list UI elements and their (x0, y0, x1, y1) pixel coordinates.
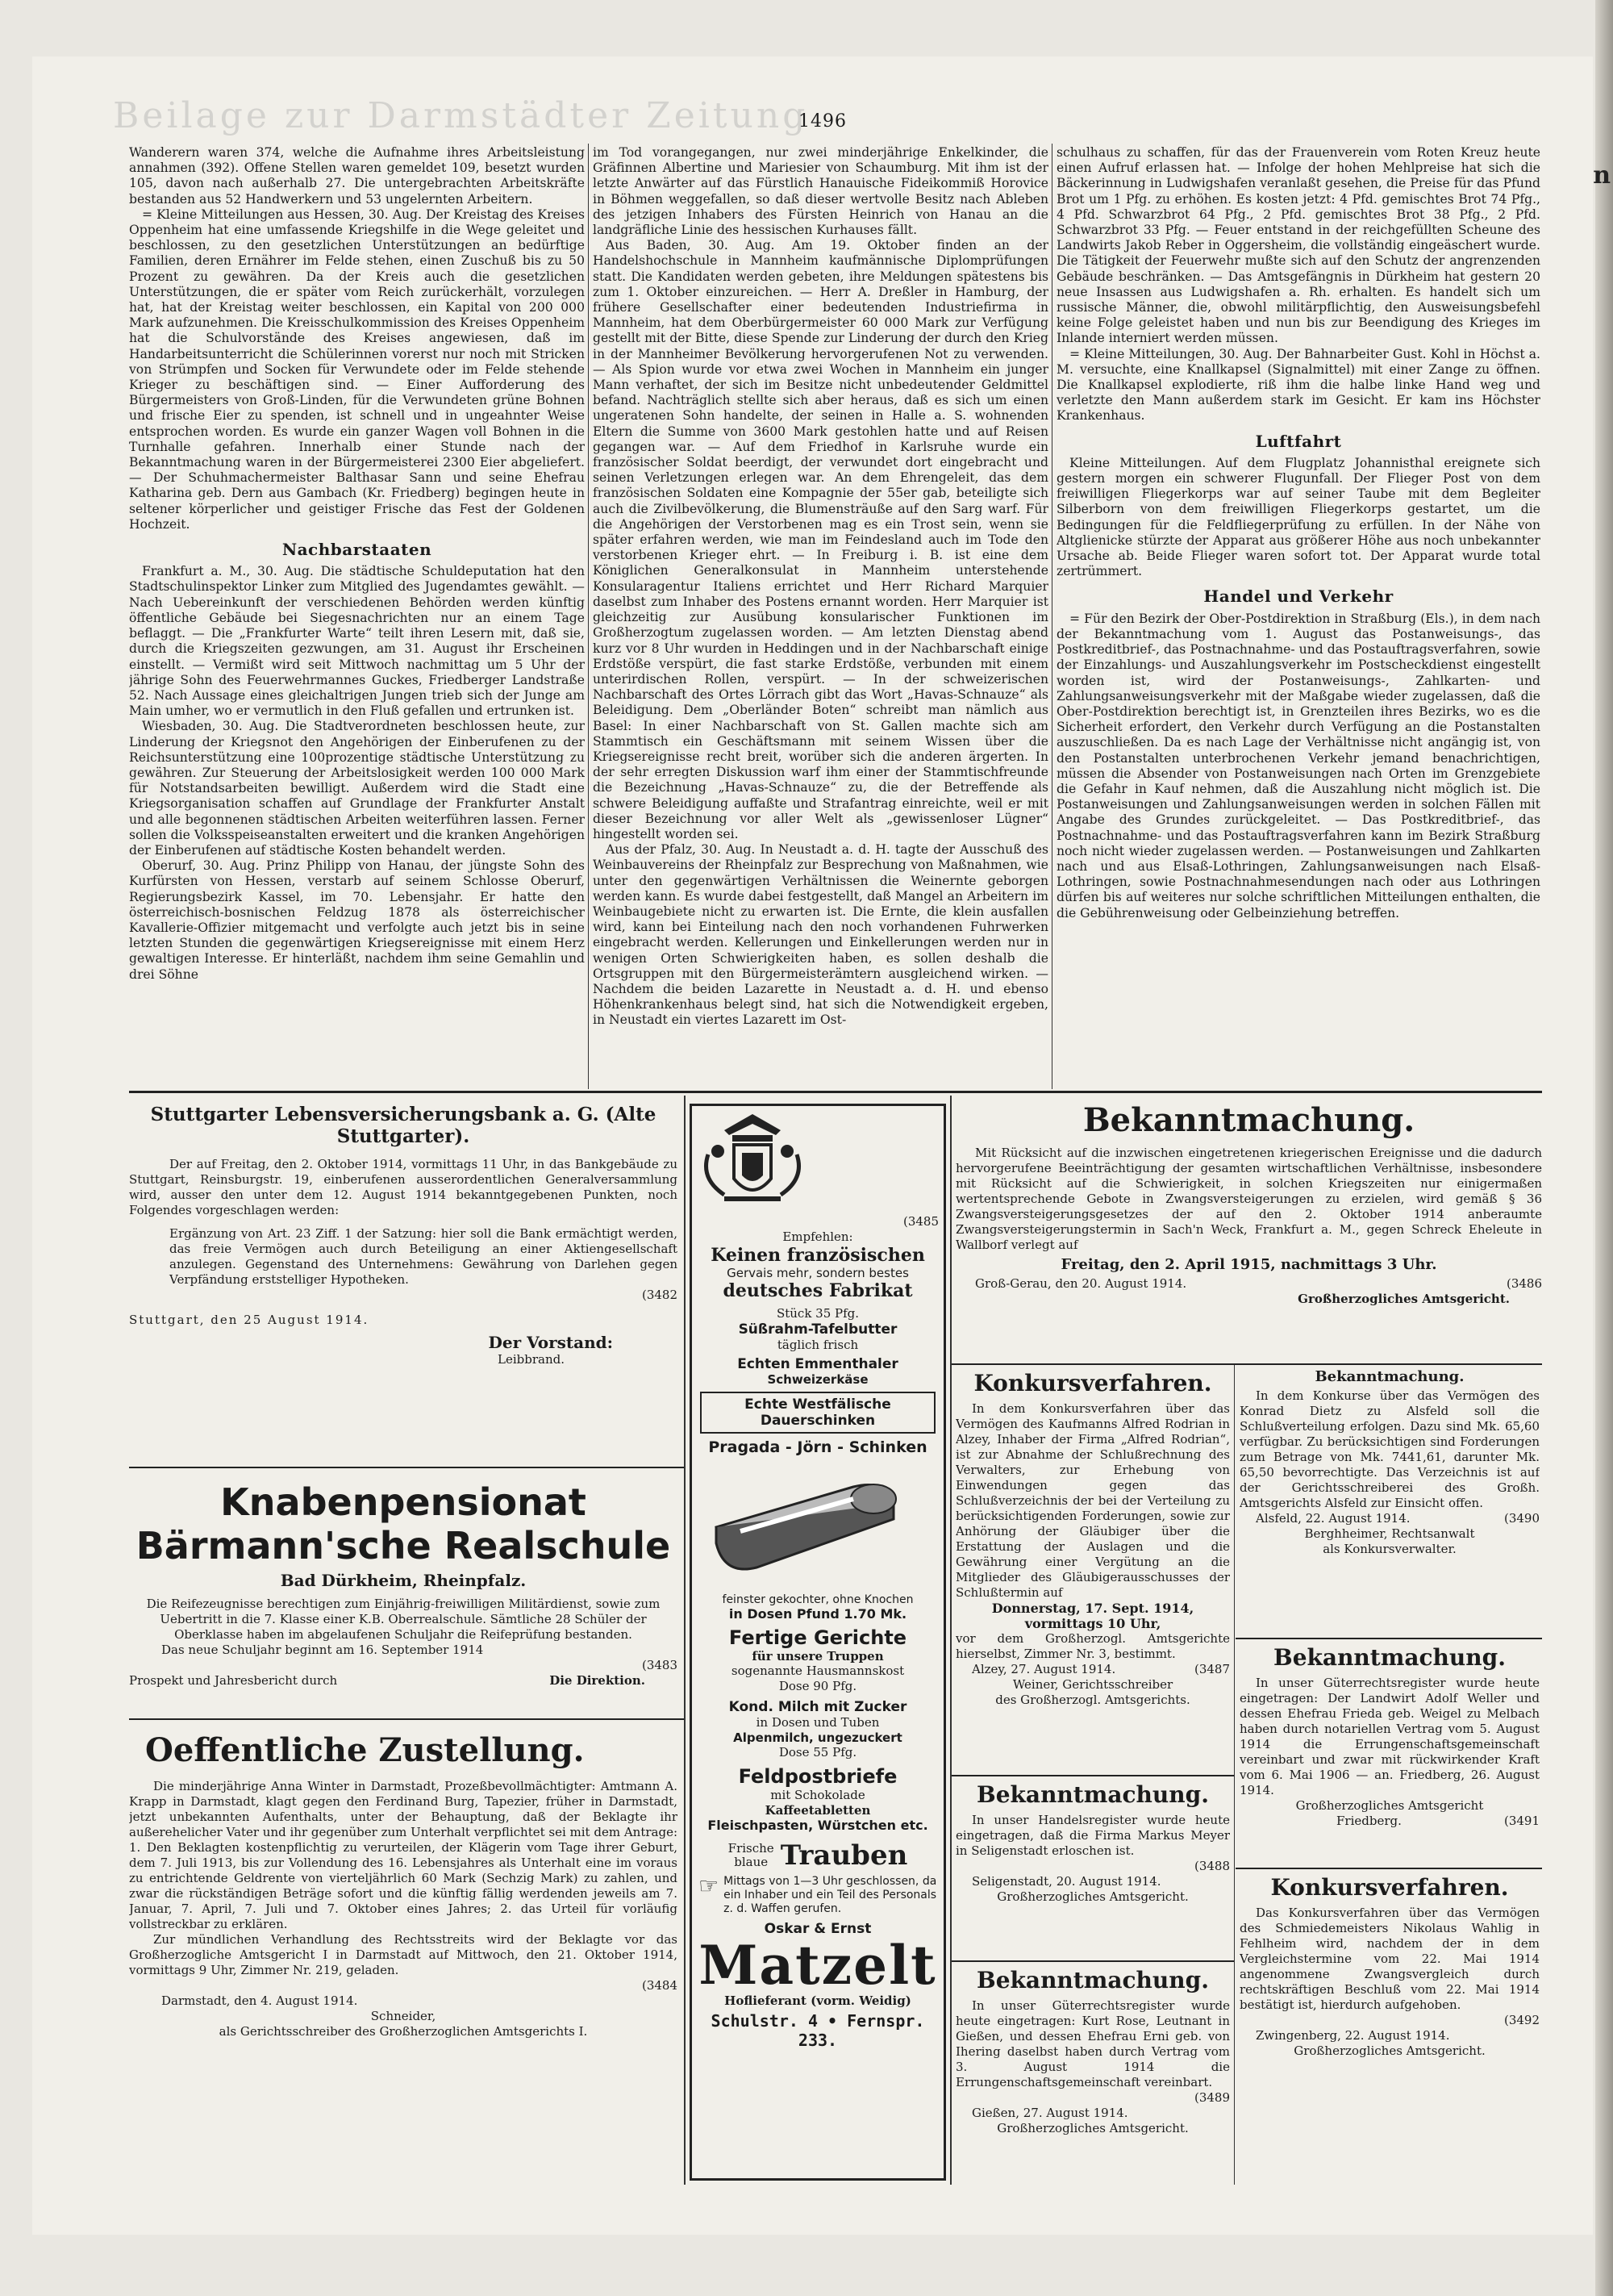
article-paragraph: Wanderern waren 374, welche die Aufnahme ihres Arbeitsleistung annahmen (392). Offene Stellen waren gemeldet 109, besetzt wurden 105, davon nach außerhalb 27. Die untergebrachten Arbeitskräfte bestanden aus 52 Handwerkern und 53 ungelernten Arbeitern. (129, 145, 585, 207)
ad-place: Alzey, 27. August 1914. (972, 1662, 1116, 1676)
article-paragraph: im Tod vorangegangen, nur zwei minderjährige Enkelkinder, die Gräfinnen Albertine und Mariesier von Schaumburg. Mit ihm ist der letzte Anwärter auf das Fürstlich Hanauische Fideikommiß Horovice in Böhmen weggefallen, so daß dieser wertvolle Besitz nach Ableben des jetzigen Inhabers des Fürsten Heinrich von Hanau an die landgräfliche Linie des hessischen Kurhauses fällt. (593, 145, 1048, 238)
ad-inner-box (700, 1392, 936, 1434)
ad-line: Stück 35 Pfg. (776, 1306, 860, 1321)
section-heading-luftfahrt: Luftfahrt (1255, 431, 1342, 451)
ad-signature: Leibbrand. (498, 1352, 565, 1367)
ad-line: für unsere Truppen (752, 1649, 884, 1664)
ad-line: in Dosen und Tuben (756, 1715, 880, 1730)
ad-reference: (3485 (902, 1214, 939, 1229)
ad-signature: Schneider, (370, 2009, 436, 2023)
article-paragraph: = Kleine Mitteilungen, 30. Aug. Der Bahnarbeiter Gust. Kohl in Höchst a. M. versuchte, eine Knallkapsel (Signalmittel) mit einer Zange zu öffnen. Die Knallkapsel explodierte, riß ihm die halbe linke Hand weg und verletzte den Mann außerdem stark im Gesicht. Er kam ins Höchster Krankenhaus. (1057, 346, 1540, 424)
ad-line: Frische (727, 1841, 774, 1856)
ad-date-line: Freitag, den 2. April 1915, nachmittags 3 Uhr. (1061, 1256, 1437, 1273)
coat-of-arms-icon (692, 1106, 813, 1211)
ad-signature: Weiner, Gerichtsschreiber (1012, 1677, 1173, 1692)
ad-title: Bekanntmachung. (1315, 1368, 1465, 1385)
ad-signature: als Gerichtsschreiber des Großherzoglichen Amtsgerichts I. (219, 2024, 588, 2039)
ad-title: Bekanntmachung. (1273, 1644, 1506, 1671)
ad-line: Schweizerkäse (767, 1372, 869, 1387)
ad-line: Keinen französischen (711, 1245, 925, 1266)
ad-bekanntmachung-1 (956, 1101, 1542, 1359)
ad-bekanntmachung-5 (1240, 1644, 1540, 1864)
column-rule-1 (588, 144, 589, 1089)
ad-reference: (3483 (641, 1658, 677, 1672)
ad-line: blaue (734, 1855, 769, 1869)
ad-signature: als Konkursverwalter. (1323, 1542, 1457, 1556)
ad-reference: (3491 (1503, 1814, 1540, 1828)
ad-date: Stuttgart, den 25 August 1914. (129, 1313, 369, 1327)
ad-title: Konkursverfahren. (973, 1370, 1212, 1396)
ad-line: Echten Emmenthaler (737, 1356, 898, 1372)
ad-line: Mittags von 1—3 Uhr geschlossen, da ein Inhaber und ein Teil des Personals z. d. Waffen gerufen. (723, 1875, 937, 1915)
ad-reference: (3490 (1503, 1511, 1540, 1526)
ad-brand: Matzelt (698, 1934, 937, 1997)
ad-bekanntmachung-3 (956, 1967, 1230, 2185)
ad-separator (952, 1363, 1542, 1365)
pointing-hand-icon: ☞ (698, 1872, 719, 1899)
ad-signature: Großherzogliches Amtsgericht. (997, 1889, 1189, 1904)
ad-line: sogenannte Hausmannskost (731, 1664, 905, 1678)
ad-line: Alpenmilch, ungezuckert (733, 1730, 902, 1745)
ad-line: Schulstr. 4 • Fernspr. 233. (711, 2011, 925, 2050)
ad-signature: Die Direktion. (549, 1673, 645, 1688)
ad-title: Konkursverfahren. (1270, 1874, 1509, 1901)
ad-rule-right (950, 1096, 952, 2185)
ad-body: Zur mündlichen Verhandlung des Rechtsstreits wird der Beklagte vor das Großherzogliche Amtsgericht I in Darmstadt auf Mittwoch, den 21. Oktober 1914, vormittags 9 Uhr, Zimmer Nr. 219, geladen. (129, 1932, 677, 1977)
ad-place: Bad Dürkheim, Rheinpfalz. (280, 1571, 527, 1590)
ad-title: Oeffentliche Zustellung. (145, 1731, 585, 1769)
ad-line: Dauerschinken (760, 1413, 876, 1429)
ad-body: Die minderjährige Anna Winter in Darmstadt, Prozeßbevollmächtigter: Amtmann A. Krapp in Darmstadt, klagt gegen den Ferdinand Burg, Tapezier, früher in Darmstadt, jetzt unbekannten Aufenthalts, unter der Behauptung, daß der Beklagte ihr außerehelicher Vater und ihr gegenüber zum Unterhalt verpflichtet sei mit dem Antrage: 1. Den Beklagten kostenpflichtig zu verurteilen, der Klägerin vom Tage ihrer Geburt, dem 7. Juli 1913, bis zur Vollendung des 16. Lebensjahres als Unterhalt eine im voraus zu entrichtende Geldrente von vierteljährlich 60 Mark (Sechzig Mark) zu zahlen, und zwar die rückständigen Beträge sofort und die künftig fällig werdenden jeweils am 7. Januar, 7. April, 7. Juli und 7. Oktober eines Jahres; 2. das Urteil für vorläufig vollstreckbar zu erklären. (129, 1779, 677, 1931)
ad-body: Mit Rücksicht auf die inzwischen eingetretenen kriegerischen Ereignisse und die dadurch hervorgerufene Beeinträchtigung der gesamten wirtschaftlichen Verhältnisse, insbesondere mit Rücksicht auf die Schwierigkeit, in solchen Kriegszeiten nur einigermaßen wertentsprechende Gebote in Zwangsversteigerungen zu erzielen, wird gemäß § 36 Zwangsversteigerungsgesetzes der auf den 2. Oktober 1914 anberaumte Zwangsversteigerungstermin in Sach'n Weck, Frankfurt a. M., gegen Schreck Eheleute in Wallborf verlegt auf (956, 1146, 1542, 1252)
ad-signature: Friedberg. (1336, 1814, 1402, 1828)
ad-line: mit Schokolade (770, 1788, 865, 1802)
tin-can-icon (692, 1463, 910, 1584)
article-paragraph: Oberurf, 30. Aug. Prinz Philipp von Hanau, der jüngste Sohn des Kurfürsten von Hessen, verstarb auf seinem Schlosse Oberurf, Regierungsbezirk Kassel, im 70. Lebensjahr. Er hatte den österreichisch-bosnischen Feldzug 1878 als österreichischer Kavallerie-Offizier mitgemacht und verfolgte auch jetzt bis in seine letzten Stunden die gegenwärtigen Kriegsereignisse mit einem Herz gewaltigen Interesse. Er hinterläßt, nachdem ihm seine Gemahlin und drei Söhne (129, 858, 585, 982)
article-paragraph: schulhaus zu schaffen, für das der Frauenverein vom Roten Kreuz heute einen Aufruf erlassen hat. — Infolge der hohen Mehlpreise hat sich die Bäckerinnung in Ludwigshafen veranlaßt gesehen, die Preise für das Pfund Brot um 1 Pfg. zu erhöhen. Es kosten jetzt: 4 Pfd. gemischtes Brot 74 Pfg., 4 Pfd. Schwarzbrot 64 Pfg., 2 Pfd. gemischtes Brot 38 Pfg., 2 Pfd. Schwarzbrot 33 Pfg. — Feuer entstand in der reichgefüllten Scheune des Landwirts Jakob Reber in Oggersheim, die vollständig eingeäschert wurde. Die Tätigkeit der Feuerwehr mußte sich auf den Schutz der angrenzenden Gebäude beschränken. — Das Amtsgefängnis in Dürkheim hat gestern 20 neue Insassen aus Ludwigshafen a. Rh. erhalten. Es handelt sich um russische Männer, die, obwohl militärpflichtig, den Ausweisungsbefehl keine Folge geleistet haben und nun bis zur Beendigung des Krieges im Inlande interniert werden müssen. (1057, 145, 1540, 346)
ad-reference: (3487 (1194, 1662, 1230, 1676)
ad-line: deutsches Fabrikat (723, 1280, 913, 1301)
ad-signature: Großherzogliches Amtsgericht (1295, 1798, 1484, 1813)
ad-body: Ergänzung von Art. 23 Ziff. 1 der Satzung: hier soll die Bank ermächtigt werden, das freie Vermögen auch durch Beteiligung an einer Aktiengesellschaft anzulegen. Gegenstand des Unternehmens: Gewährung von Darlehen gegen Verpfändung erststelliger Hypotheken. (169, 1226, 677, 1287)
ad-body: Der auf Freitag, den 2. Oktober 1914, vormittags 11 Uhr, in das Bankgebäude zu Stuttgart, Reinsburgstr. 19, einberufenen ausserordentlichen Generalversammlung wird, ausser den unter dem 12. August 1914 bekanntgegebenen Punkten, noch Folgendes vorgeschlagen werden: (129, 1157, 677, 1217)
article-paragraph: Frankfurt a. M., 30. Aug. Die städtische Schuldeputation hat den Stadtschulinspektor Linker zum Mitglied des Jugendamtes gewählt. — Nach Uebereinkunft der verschiedenen Behörden werden künftig öffentliche Gebäude bei Siegesnachrichten nur an einem Tage beflaggt. — Die „Frankfurter Warte“ teilt ihren Lesern mit, daß sie, durch die Kriegszeiten gezwungen, am 31. August ihr Erscheinen einstellt. — Vermißt wird seit Mittwoch nachmittag um 5 Uhr der jährige Sohn des Feuerwehrmannes Guckes, Friedberger Landstraße 52. Nach Aussage eines gleichaltrigen Jungen trieb sich der Junge am Main umher, wo er vermutlich in den Fluß gefallen und ertrunken ist. (129, 564, 585, 719)
ad-line: Trauben (780, 1839, 908, 1872)
ad-separator (129, 1718, 684, 1720)
ad-bekanntmachung-4 (1240, 1368, 1540, 1634)
ad-separator (129, 1467, 684, 1468)
ad-separator (952, 1775, 1234, 1776)
ad-line: Empfehlen: (782, 1229, 853, 1244)
ad-reference: (3489 (1194, 2090, 1230, 2105)
ad-place: Seligenstadt, 20. August 1914. (972, 1874, 1161, 1889)
ad-separator (1236, 1638, 1542, 1639)
ad-trauben-row (692, 1839, 944, 1872)
ad-separator (1236, 1868, 1542, 1869)
ad-line: Süßrahm-Tafelbutter (738, 1321, 898, 1338)
ad-reference: (3482 (641, 1288, 677, 1302)
ad-line: täglich frisch (777, 1338, 859, 1352)
section-heading-nachbarstaaten: Nachbarstaaten (281, 540, 432, 560)
article-paragraph: = Für den Bezirk der Ober-Postdirektion in Straßburg (Els.), in dem nach der Bekanntmachung vom 1. August das Postanweisungs-, das Postkreditbrief-, das Postnachnahme- und das Postauftragsverfahren, sowie der Einzahlungs- und Auszahlungsverkehr im Postscheckdienst eingestellt worden ist, wird der Postanweisungs-, Zahlkarten- und Zahlungsanweisungsverkehr mit der Maßgabe wieder zugelassen, daß die Ober-Postdirektion berechtigt ist, in Grenzteilen ihres Bezirks, wo es die Sicherheit erfordert, den Verkehr durch Verfügung an die Postanstalten auszuschließen. Da es nach Lage der Verhältnisse nicht angängig ist, von den Postanstalten unterbrochenen Verkehr jemand benachrichtigen, müssen die Absender von Postanweisungen nach Orten im Grenzgebiete die Gefahr in Kauf nehmen, daß die Auszahlung nicht möglich ist. Die Postanweisungen und Zahlungsanweisungen werden in solchen Fällen mit Angabe des Grundes zurückgeleitet. — Das Postkreditbrief-, das Postnachnahme- und das Postauftragsverfahren kann im Bezirk Straßburg noch nicht wieder zugelassen werden. — Postanweisungen und Zahlkarten nach und aus Elsaß-Lothringen, Zahlungsanweisungen nach Elsaß-Lothringen, sowie Postnachnahmesendungen nach oder aus Lothringen dürfen bis auf weiteres nur solche schriftlichen Mitteilungen enthalten, die die Gebührenweisung oder Gelbeinziehung betreffen. (1057, 611, 1540, 920)
ads-divider (129, 1091, 1542, 1093)
ad-body: In unser Güterrechtsregister wurde heute eingetragen: Der Landwirt Adolf Weller und dessen Ehefrau Frieda geb. Weigel zu Melbach haben durch notariellen Vertrag vom 5. August 1914 die Errungenschaftsgemeinschaft vereinbart und zwar mit rückwirkender Kraft vom 6. Mai 1906 — an. Friedberg, 26. August 1914. (1240, 1676, 1540, 1797)
ad-body: Die Reifezeugnisse berechtigen zum Einjährig-freiwilligen Militärdienst, sowie zum Uebertritt in die 7. Klasse einer K.B. Oberrealschule. Sämtliche 28 Schüler der Oberklasse haben im abgelaufenen Schuljahr die Reifeprüfung bestanden. (146, 1597, 661, 1642)
ad-signature: des Großherzogl. Amtsgerichts. (995, 1693, 1190, 1707)
ad-line: Feldpostbriefe (738, 1765, 898, 1788)
ad-reference: (3484 (641, 1978, 677, 1993)
ad-title: Knabenpensionat (220, 1480, 586, 1524)
article-paragraph: Aus der Pfalz, 30. Aug. In Neustadt a. d. H. tagte der Ausschuß des Weinbauvereins der Rheinpfalz zur Besprechung von Maßnahmen, wie unter den gegenwärtigen Verhältnissen die Weinernte geborgen werden kann. Es wurde dabei festgestellt, daß Mangel an Arbeitern im Weinbaugebiete nicht zu erwarten ist. Die Ernte, die klein ausfallen wird, kann bei Einteilung nach den noch vorhandenen Fuhrwerken eingebracht werden. Kellerungen und Einkellerungen werden nur in wenigen Orten Schwierigkeiten haben, es sollen deshalb die Ortsgruppen mit den Bürgermeisterämtern ausgleichend wirken. — Nachdem die beiden Lazarette in Neustadt a. d. H. und ebenso Höhenkrankenhaus belegt sind, hat sich die Notwendigkeit ergeben, in Neustadt ein viertes Lazarett im Ost- (593, 842, 1048, 1028)
article-column-1 (129, 145, 585, 1089)
ad-body: Das Konkursverfahren über das Vermögen des Schmiedemeisters Nikolaus Wahlig in Fehlheim wird, nachdem der in dem Vergleichstermine vom 22. Mai 1914 angenommene Zwangsvergleich durch rechtskräftigen Beschluß vom 22. Mai 1914 bestätigt ist, hierdurch aufgehoben. (1240, 1906, 1540, 2012)
ad-place: Zwingenberg, 22. August 1914. (1256, 2028, 1450, 2043)
edge-letter: n (1593, 161, 1611, 190)
ad-title: Stuttgarter Lebensversicherungsbank a. G. (Alte Stuttgarter). (150, 1104, 656, 1147)
ad-line: Fleischpasten, Würstchen etc. (707, 1818, 928, 1833)
ad-bekanntmachung-2 (956, 1781, 1230, 1957)
page-edge (1595, 0, 1613, 2296)
bleed-through-heading: Beilage zur Darmstädter Zeitung (113, 95, 809, 136)
ad-signature: Großherzogliches Amtsgericht. (1298, 1292, 1510, 1306)
ad-line: Gervais mehr, sondern bestes (727, 1266, 909, 1280)
article-paragraph: Kleine Mitteilungen. Auf dem Flugplatz Johannisthal ereignete sich gestern morgen ein schwerer Flugunfall. Der Flieger Post von dem freiwilligen Fliegerkorps war auf seiner Taube mit dem Begleiter Silberborn von dem freiwilligen Fliegerkorps gestartet, um die Bedingungen für die Feldfliegerprüfung zu erfüllen. In der Nähe von Altglienicke stürzte der Apparat aus größerer Höhe aus noch unbekannter Ursache ab. Beide Flieger waren sofort tot. Der Apparat wurde total zertrümmert. (1057, 455, 1540, 579)
ad-title: Bekanntmachung. (977, 1967, 1209, 1993)
ad-subtitle: Bärmann'sche Realschule (135, 1524, 671, 1568)
ad-body: In unser Güterrechtsregister wurde heute eingetragen: Kurt Rose, Leutnant in Gießen, und dessen Ehefrau Erni geb. von Ihering daselbst haben durch Vertrag vom 3. August 1914 die Errungenschaftsgemeinschaft vereinbart. (956, 1998, 1230, 2089)
ad-line: Kond. Milch mit Zucker (728, 1699, 907, 1715)
ad-place: Gießen, 27. August 1914. (972, 2106, 1128, 2120)
ad-reference: (3492 (1503, 2013, 1540, 2027)
ad-place: Groß-Gerau, den 20. August 1914. (975, 1276, 1187, 1291)
ad-line: Fertige Gerichte (728, 1626, 907, 1649)
page-number: 1496 (798, 111, 847, 131)
ad-body: In dem Konkurse über das Vermögen des Konrad Dietz zu Alsfeld soll die Schlußverteilung erfolgen. Dazu sind Mk. 65,60 verfügbar. Zu berücksichtigen sind Forderungen zum Betrage von Mk. 7441,61, darunter Mk. 65,50 bevorrechtigte. Das Verzeichnis ist auf der Gerichtsschreiberei des Großh. Amtsgerichts Alsfeld zur Einsicht offen. (1240, 1388, 1540, 1510)
article-column-2 (593, 145, 1048, 1089)
ad-signature: Großherzogliches Amtsgericht. (997, 2121, 1189, 2135)
ad-title: Bekanntmachung. (977, 1781, 1209, 1808)
ad-line: Dose 90 Pfg. (778, 1679, 857, 1693)
ad-date-line: Donnerstag, 17. Sept. 1914, vormittags 10 Uhr, (991, 1601, 1194, 1631)
ad-line: Echte Westfälische (744, 1396, 891, 1413)
ad-rule-left (684, 1096, 686, 2185)
ad-konkursverfahren-1 (956, 1370, 1230, 1770)
ad-line: Das neue Schuljahr beginnt am 16. September 1914 (161, 1643, 484, 1657)
ad-line: Dose 55 Pfg. (778, 1745, 857, 1760)
article-paragraph: Wiesbaden, 30. Aug. Die Stadtverordneten beschlossen heute, zur Linderung der Kriegsnot den Angehörigen der Einberufenen zu der Reichsunterstützung eine 100prozentige städtische Unterstützung zu gewähren. Zur Steuerung der Arbeitslosigkeit werden 100 000 Mark für Notstandsarbeiten bewilligt. Außerdem wird die Stadt eine Kriegsorganisation schaffen auf Grundlage der Frankfurter Anstalt und alle begonnenen städtischen Arbeiten weiterführen lassen. Ferner sollen die Volksspeiseanstalten erweitert und die kranken Angehörigen der Einberufenen auf städtische Kosten behandelt werden. (129, 719, 585, 858)
ad-line: feinster gekochter, ohne Knochen (722, 1593, 914, 1606)
ad-signature: Großherzogliches Amtsgericht. (1294, 2043, 1486, 2058)
ad-matzelt (690, 1104, 946, 2181)
section-heading-handel: Handel und Verkehr (1203, 587, 1394, 607)
ad-rule-inner (1234, 1363, 1235, 2185)
ad-body: In unser Handelsregister wurde heute eingetragen, daß die Firma Markus Meyer in Seligenstadt erloschen ist. (956, 1813, 1230, 1858)
ad-body: In dem Konkursverfahren über das Vermögen des Kaufmanns Alfred Rodrian in Alzey, Inhaber der Firma „Alfred Rodrian“, ist zur Abnahme der Schlußrechnung des Verwalters, zur Erhebung von Einwendungen gegen das Schlußverzeichnis der bei der Verteilung zu berücksichtigenden Forderungen, sowie zur Anhörung der Gläubiger über die Erstattung der Auslagen und die Gewährung einer Vergütung an die Mitglieder des Gläubigerausschusses der Schlußtermin auf (956, 1401, 1230, 1600)
ad-signature: Der Vorstand: (488, 1333, 613, 1352)
article-paragraph: = Kleine Mitteilungen aus Hessen, 30. Aug. Der Kreistag des Kreises Oppenheim hat eine umfassende Kriegshilfe in die Wege geleitet und beschlossen, zu den gesetzlichen Unterstützungen an bedürftige Familien, deren Ernährer im Felde stehen, einen Zuschuß bis zu 50 Prozent zu gewähren. Da der Kreis auch die gesetzlichen Unterstützungen, die er später vom Reich zurückerhält, vorzulegen hat, hat der Kreistag weiter beschlossen, ein Kapital von 200 000 Mark aufzunehmen. Die Kreisschulkommission des Kreises Oppenheim hat die Schulvorstände des Kreises angewiesen, daß im Handarbeitsunterricht die Schülerinnen vorerst nur noch mit Stricken von Strümpfen und Socken für Verwundete oder im Felde stehende Krieger zu beschäftigen sind. — Einer Aufforderung des Bürgermeisters von Groß-Linden, für die Verwundeten grüne Bohnen und frische Eier zu spenden, ist schnell und in ungeahnter Weise entsprochen worden. Es wurde ein ganzer Wagen voll Bohnen in die Turnhalle gefahren. Innerhalb einer Stunde nach der Bekanntmachung waren in der Bürgermeisterei 2300 Eier abgeliefert. — Der Schuhmachermeister Balthasar Sann und seine Ehefrau Katharina geb. Dern aus Gambach (Kr. Friedberg) begingen heute in seltener körperlicher und geistiger Frische das Fest der Goldenen Hochzeit. (129, 207, 585, 532)
ad-line: Hoflieferant (vorm. Weidig) (724, 1993, 911, 2008)
ad-oeffentliche-zustellung (129, 1726, 677, 2178)
ad-line: Prospekt und Jahresbericht durch (129, 1673, 338, 1688)
ad-separator (952, 1960, 1234, 1962)
ad-date: Darmstadt, den 4. August 1914. (161, 1993, 358, 2008)
ad-line: Pragada - Jörn - Schinken (708, 1438, 927, 1456)
ad-title: Bekanntmachung. (1082, 1101, 1415, 1139)
ad-body: vor dem Großherzogl. Amtsgerichte hierselbst, Zimmer Nr. 3, bestimmt. (956, 1631, 1230, 1661)
ad-line: Kaffeetabletten (765, 1803, 871, 1818)
ad-signature: Berghheimer, Rechtsanwalt (1304, 1526, 1475, 1541)
ad-line: Oskar & Ernst (764, 1921, 872, 1937)
article-paragraph: Aus Baden, 30. Aug. Am 19. Oktober finden an der Handelshochschule in Mannheim kaufmännische Diplomprüfungen statt. Die Kandidaten werden gebeten, ihre Meldungen spätestens bis zum 1. Oktober einzureichen. — Herr A. Dreßler in Hamburg, der frühere Gesellschafter einer bedeutenden Industriefirma in Mannheim, hat dem Oberbürgermeister 60 000 Mark zur Verfügung gestellt mit der Bitte, diese Spende zur Linderung der durch den Krieg in der Mannheimer Bevölkerung hervorgerufenen Not zu verwenden. — Als Spion wurde vor etwa zwei Wochen in Mannheim ein junger Mann verhaftet, der sich im Besitze nicht unbedeutender Geldmittel befand. Nachträglich stellte sich aber heraus, daß es sich um einen ungeratenen Sohn handelte, der seinen in Halle a. S. wohnenden Eltern die Summe von 3600 Mark gestohlen hatte und auf Reisen gegangen war. — Auf dem Friedhof in Karlsruhe wurde ein französischer Soldat beerdigt, der verwundet dort eingebracht und seinen Verletzungen erlegen war. An dem Ehrengeleit, das dem französischen Soldaten eine Kompagnie der 55er gab, beteiligte sich auch die Zivilbevölkerung, die Blumensträuße auf den Sarg warf. Für die Angehörigen der Verstorbenen mag es ein Trost sein, wenn sie später erfahren werden, wie man im Feindesland auch im Tode den verstorbenen Krieger ehrt. — In Freiburg i. B. ist eine dem Königlichen Generalkonsulat in Mannheim unterstehende Konsularagentur Italiens errichtet und Herr Richard Marquier daselbst zum Inhaber des Postens ernannt worden. Herr Marquier ist gleichzeitig zur Ausübung konsularischer Funktionen im Großherzogtum zugelassen worden. — Am letzten Dienstag abend kurz vor 8 Uhr wurden in Heddingen und in der Nachbarschaft einige Erdstöße verspürt, die fast starke Erdstöße, verbunden mit einem unterirdischen Rollen, verspürt. — In der schweizerischen Nachbarschaft des Ortes Lörrach gibt das Wort „Havas-Schnauze“ als Beleidigung. Dem „Oberländer Boten“ schreibt man nämlich aus Basel: In einer Nachbarschaft von St. Gallen machte sich am Stammtisch ein Geschäftsmann mit seinem Wissen über die Kriegsereignisse recht breit, worüber sich die anderen ärgerten. In der sehr erregten Diskussion warf ihm einer der Stammtischfreunde die Bezeichnung „Havas-Schnauze“ zu, die der Betreffende als schwere Beleidigung auffaßte und Strafantrag einreichte, weil er mit dieser Bezeichnung vor aller Welt als „gewissenloser Lügner“ hingestellt worden sei. (593, 238, 1048, 841)
ad-konkursverfahren-2 (1240, 1874, 1540, 2185)
ad-knabenpensionat (129, 1480, 677, 1714)
ad-place: Alsfeld, 22. August 1914. (1256, 1511, 1411, 1526)
ad-reference: (3486 (1506, 1276, 1542, 1291)
article-column-3 (1057, 145, 1540, 1089)
ad-reference: (3488 (1194, 1859, 1230, 1873)
ad-stuttgarter (129, 1104, 677, 1463)
ad-line: in Dosen Pfund 1.70 Mk. (728, 1606, 907, 1622)
